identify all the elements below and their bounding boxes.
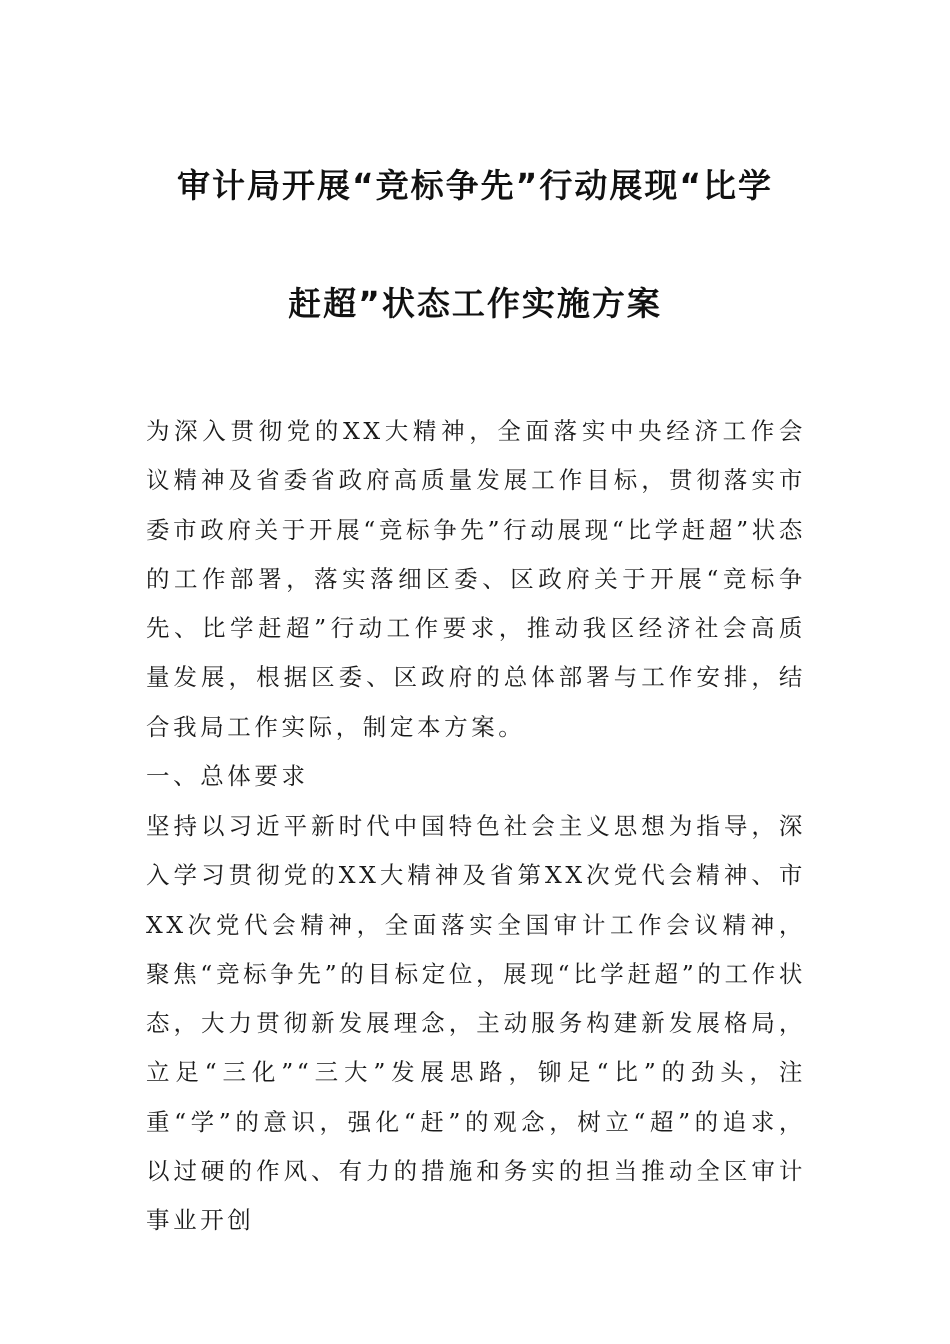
general-requirements-paragraph: 坚持以习近平新时代中国特色社会主义思想为指导，深入学习贯彻党的XX大精神及省第XX次党代会精神、市XX次党代会精神，全面落实全国审计工作会议精神，聚焦“竞标争先”的目标定位，展现“比学赶超”的工作状态，大力贯彻新发展理念，主动服务构建新发展格局，立足“三化”“三大”发展思路，铆足“比”的劲头，注重“学”的意识，强化“赶”的观念，树立“超”的追求，以过硬的作风、有力的措施和务实的担当推动全区审计事业开创 <box>146 812 806 1235</box>
document-title-line-2: 赶超”状态工作实施方案 <box>288 284 662 323</box>
document-title-line-1: 审计局开展“竞标争先”行动展现“比学 <box>176 166 774 205</box>
section-heading-general-requirements: 一、总体要求 <box>146 762 309 790</box>
intro-paragraph: 为深入贯彻党的XX大精神，全面落实中央经济工作会议精神及省委省政府高质量发展工作目标，贯彻落实市委市政府关于开展“竞标争先”行动展现“比学赶超”状态的工作部署，落实落细区委、区政府关于开展“竞标争先、比学赶超”行动工作要求，推动我区经济社会高质量发展，根据区委、区政府的总体部署与工作安排，结合我局工作实际，制定本方案。 <box>146 417 806 741</box>
